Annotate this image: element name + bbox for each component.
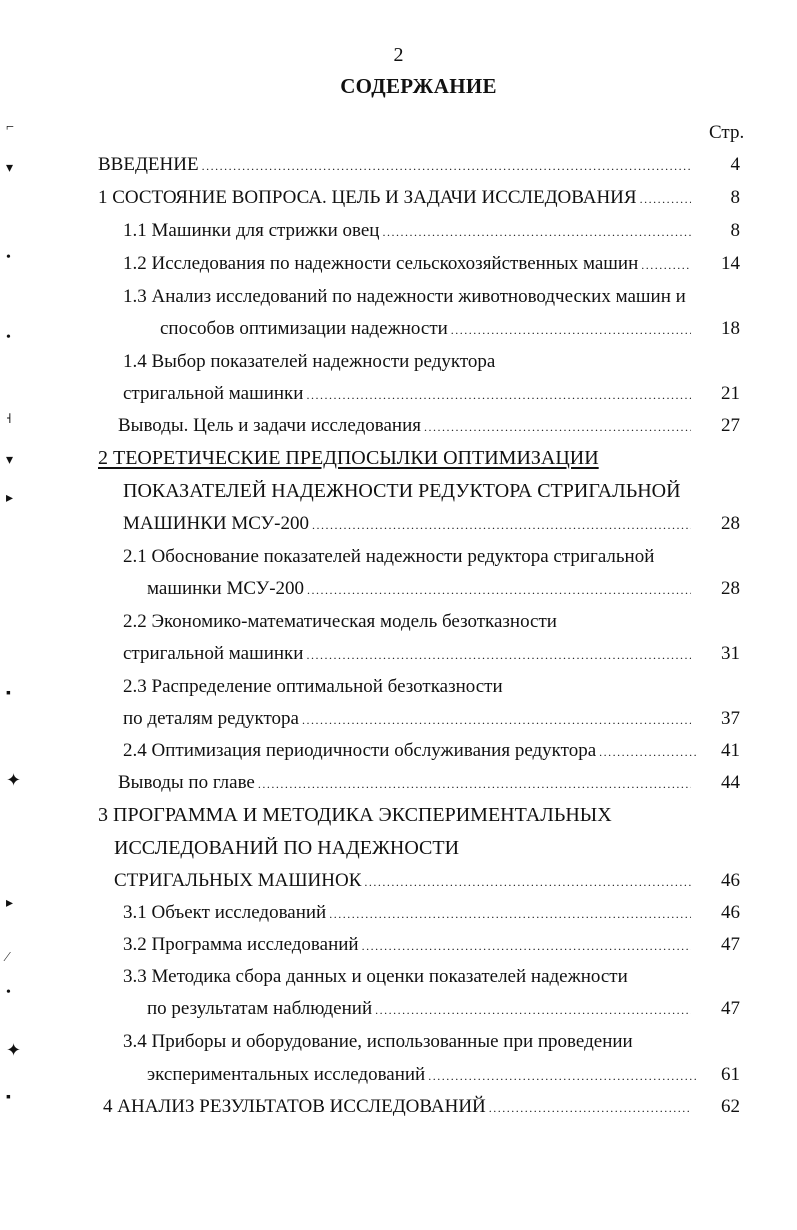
toc-entry-2-3[interactable]: по деталям редуктора ..... [123, 707, 694, 732]
toc-entry-3-4[interactable]: экспериментальных исследований ..... [147, 1063, 699, 1088]
toc-entry-3-3[interactable]: по результатам наблюдений ..... [147, 997, 694, 1022]
toc-entry-1-3-line1: 1.3 Анализ исследований по надежности животноводческих машин и [123, 286, 686, 307]
toc-page: 18 [721, 318, 740, 339]
scan-artifact: ˧ [6, 412, 12, 427]
scan-artifact: • [6, 250, 11, 265]
toc-entry-2-1-line1: 2.1 Обоснование показателей надежности редуктора стригальной [123, 546, 655, 567]
toc-entry-1-4[interactable]: стригальной машинки ..... [123, 382, 694, 407]
scan-artifact: ▪ [6, 686, 11, 701]
toc-page: 4 [730, 154, 740, 175]
toc-page: 28 [721, 578, 740, 599]
toc-entry-3-3-line1: 3.3 Методика сбора данных и оценки показателей надежности [123, 966, 628, 987]
toc-entry-3-4-line1: 3.4 Приборы и оборудование, использованные при проведении [123, 1031, 633, 1052]
toc-entry-2-2[interactable]: стригальной машинки ..... [123, 642, 694, 667]
toc-entry-chapter-3[interactable]: СТРИГАЛЬНЫХ МАШИНОК ..... [114, 869, 694, 894]
toc-entry-3-2[interactable]: 3.2 Программа исследований ..... [123, 933, 694, 958]
page-number: 2 [393, 44, 404, 66]
toc-page: 41 [721, 740, 740, 761]
toc-entry-2-2-line1: 2.2 Экономико-математическая модель безотказности [123, 611, 557, 632]
scan-artifact: ▾ [6, 453, 14, 468]
scan-artifact: ▸ [6, 896, 14, 911]
scan-artifact: • [6, 985, 11, 1000]
toc-page: 8 [730, 187, 740, 208]
page-column-header: Стр. [709, 122, 745, 143]
toc-page: 27 [721, 415, 740, 436]
toc-entry-introduction[interactable]: ВВЕДЕНИЕ ..... [98, 153, 694, 178]
scan-artifact: ⌐ [6, 120, 14, 135]
toc-page: 47 [721, 998, 740, 1019]
page-title: СОДЕРЖАНИЕ [340, 74, 497, 98]
scan-artifact: ▪ [6, 1090, 11, 1105]
scan-artifact: ▾ [6, 161, 14, 176]
scan-artifact: ⁄ [6, 950, 9, 965]
toc-entry-2-3-line1: 2.3 Распределение оптимальной безотказности [123, 676, 503, 697]
scan-artifact: ✦ [6, 770, 22, 790]
toc-entry-1-4-line1: 1.4 Выбор показателей надежности редуктора [123, 351, 496, 372]
toc-page: 46 [721, 870, 740, 891]
toc-entry-2-4[interactable]: 2.4 Оптимизация периодичности обслуживания редуктора ..... [123, 739, 699, 764]
toc-entry-chapter-2[interactable]: МАШИНКИ МСУ-200 ..... [123, 512, 694, 537]
toc-entry-conclusions-2[interactable]: Выводы по главе ..... [118, 771, 694, 796]
toc-entry-2-1[interactable]: машинки МСУ-200 ..... [147, 577, 694, 602]
toc-page: 62 [721, 1096, 740, 1117]
scan-artifact: ✦ [6, 1040, 22, 1060]
toc-entry-conclusions-1[interactable]: Выводы. Цель и задачи исследования ..... [118, 414, 694, 439]
toc-page: 44 [721, 772, 740, 793]
toc-page: 8 [730, 220, 740, 241]
toc-page: 61 [721, 1064, 740, 1085]
toc-entry-chapter-3-line1: 3 ПРОГРАММА И МЕТОДИКА ЭКСПЕРИМЕНТАЛЬНЫХ [98, 804, 612, 826]
toc-page: 31 [721, 643, 740, 664]
toc-page: 37 [721, 708, 740, 729]
toc-entry-3-1[interactable]: 3.1 Объект исследований ..... [123, 901, 694, 926]
toc-page: 21 [721, 383, 740, 404]
toc-page: 28 [721, 513, 740, 534]
toc-entry-chapter-4[interactable]: 4 АНАЛИЗ РЕЗУЛЬТАТОВ ИССЛЕДОВАНИЙ ..... [103, 1095, 694, 1120]
toc-entry-chapter-2-line2: ПОКАЗАТЕЛЕЙ НАДЕЖНОСТИ РЕДУКТОРА СТРИГАЛЬНОЙ [123, 480, 681, 502]
scan-artifact: • [6, 330, 11, 345]
toc-entry-chapter-3-line2: ИССЛЕДОВАНИЙ ПО НАДЕЖНОСТИ [114, 837, 460, 859]
toc-entry-1-1[interactable]: 1.1 Машинки для стрижки овец ..... [123, 219, 694, 244]
toc-page: 46 [721, 902, 740, 923]
toc-entry-chapter-2-line1: 2 ТЕОРЕТИЧЕСКИЕ ПРЕДПОСЫЛКИ ОПТИМИЗАЦИИ [98, 447, 599, 469]
toc-page: 47 [721, 934, 740, 955]
toc-entry-chapter-1[interactable]: 1 СОСТОЯНИЕ ВОПРОСА. ЦЕЛЬ И ЗАДАЧИ ИССЛЕДОВАНИЯ ..... [98, 186, 694, 211]
toc-entry-1-3[interactable]: способов оптимизации надежности ..... [160, 317, 694, 342]
toc-page: 14 [721, 253, 740, 274]
scan-artifact: ▸ [6, 491, 14, 506]
toc-entry-1-2[interactable]: 1.2 Исследования по надежности сельскохозяйственных машин ..... [123, 252, 694, 277]
